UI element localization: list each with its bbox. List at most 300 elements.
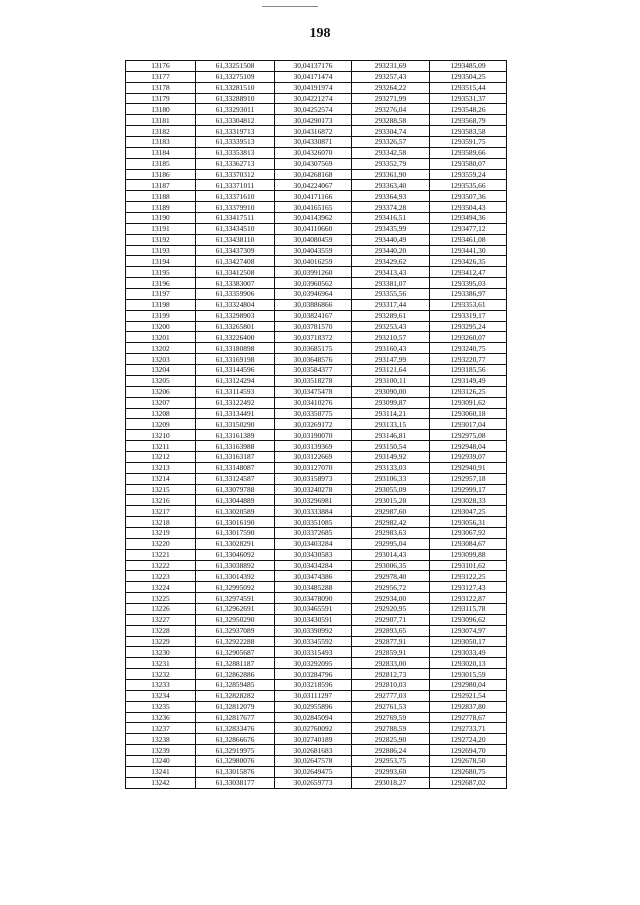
longitude-cell: 30,03518278 [275, 375, 352, 386]
x-coordinate-cell: 292833,00 [352, 658, 430, 669]
table-row [126, 603, 507, 614]
longitude-cell: 30,03269172 [275, 419, 352, 430]
longitude-cell: 30,04268168 [275, 169, 352, 180]
longitude-cell: 30,02681683 [275, 745, 352, 756]
x-coordinate-cell: 293210,57 [352, 332, 430, 343]
point-number-cell: 13206 [126, 386, 196, 397]
y-coordinate-cell: 1293353,61 [430, 299, 507, 310]
point-number-cell: 13242 [126, 777, 196, 788]
point-number-cell: 13205 [126, 375, 196, 386]
latitude-cell: 61,32859485 [196, 679, 275, 690]
point-number-cell: 13223 [126, 571, 196, 582]
table-row [126, 299, 507, 310]
longitude-cell: 30,03685175 [275, 343, 352, 354]
longitude-cell: 30,03218596 [275, 679, 352, 690]
y-coordinate-cell: 1293096,62 [430, 614, 507, 625]
table-row [126, 745, 507, 756]
longitude-cell: 30,03410276 [275, 397, 352, 408]
longitude-cell: 30,04110660 [275, 223, 352, 234]
longitude-cell: 30,03474386 [275, 571, 352, 582]
latitude-cell: 61,32812079 [196, 701, 275, 712]
y-coordinate-cell: 1293535,66 [430, 180, 507, 191]
table-row [126, 777, 507, 788]
y-coordinate-cell: 1293084,67 [430, 538, 507, 549]
x-coordinate-cell: 292788,59 [352, 723, 430, 734]
x-coordinate-cell: 293100,11 [352, 375, 430, 386]
table-row [126, 71, 507, 82]
latitude-cell: 61,33371610 [196, 191, 275, 202]
point-number-cell: 13230 [126, 647, 196, 658]
longitude-cell: 30,03333884 [275, 506, 352, 517]
point-number-cell: 13203 [126, 354, 196, 365]
y-coordinate-cell: 1293395,03 [430, 278, 507, 289]
x-coordinate-cell: 292859,91 [352, 647, 430, 658]
table-row [126, 332, 507, 343]
x-coordinate-cell: 293090,00 [352, 386, 430, 397]
point-number-cell: 13216 [126, 495, 196, 506]
latitude-cell: 61,32974591 [196, 593, 275, 604]
x-coordinate-cell: 293289,61 [352, 310, 430, 321]
longitude-cell: 30,03351085 [275, 517, 352, 528]
table-row [126, 137, 507, 148]
table-row [126, 93, 507, 104]
x-coordinate-cell: 292777,03 [352, 690, 430, 701]
point-number-cell: 13231 [126, 658, 196, 669]
y-coordinate-cell: 1293127,43 [430, 582, 507, 593]
y-coordinate-cell: 1293426,35 [430, 256, 507, 267]
point-number-cell: 13179 [126, 93, 196, 104]
latitude-cell: 61,33124587 [196, 473, 275, 484]
y-coordinate-cell: 1292733,71 [430, 723, 507, 734]
latitude-cell: 61,33371011 [196, 180, 275, 191]
latitude-cell: 61,32995092 [196, 582, 275, 593]
x-coordinate-cell: 293150,54 [352, 441, 430, 452]
latitude-cell: 61,32828282 [196, 690, 275, 701]
latitude-cell: 61,33150290 [196, 419, 275, 430]
point-number-cell: 13219 [126, 527, 196, 538]
point-number-cell: 13192 [126, 234, 196, 245]
table-row [126, 169, 507, 180]
point-number-cell: 13233 [126, 679, 196, 690]
x-coordinate-cell: 293413,43 [352, 267, 430, 278]
y-coordinate-cell: 1292724,20 [430, 734, 507, 745]
latitude-cell: 61,32937089 [196, 625, 275, 636]
x-coordinate-cell: 292956,72 [352, 582, 430, 593]
latitude-cell: 61,32833476 [196, 723, 275, 734]
y-coordinate-cell: 1293260,07 [430, 332, 507, 343]
point-number-cell: 13225 [126, 593, 196, 604]
point-number-cell: 13183 [126, 137, 196, 148]
y-coordinate-cell: 1293115,78 [430, 603, 507, 614]
latitude-cell: 61,33288910 [196, 93, 275, 104]
table-row [126, 582, 507, 593]
latitude-cell: 61,33438110 [196, 234, 275, 245]
longitude-cell: 30,04171166 [275, 191, 352, 202]
coordinate-table [125, 60, 507, 789]
point-number-cell: 13220 [126, 538, 196, 549]
table-row [126, 593, 507, 604]
point-number-cell: 13234 [126, 690, 196, 701]
y-coordinate-cell: 1293149,49 [430, 375, 507, 386]
y-coordinate-cell: 1293015,59 [430, 669, 507, 680]
longitude-cell: 30,04316872 [275, 126, 352, 137]
y-coordinate-cell: 1293020,13 [430, 658, 507, 669]
point-number-cell: 13196 [126, 278, 196, 289]
latitude-cell: 61,33251508 [196, 61, 275, 72]
point-number-cell: 13202 [126, 343, 196, 354]
point-number-cell: 13193 [126, 245, 196, 256]
table-row [126, 766, 507, 777]
x-coordinate-cell: 292825,90 [352, 734, 430, 745]
y-coordinate-cell: 1293548,26 [430, 104, 507, 115]
latitude-cell: 61,33281510 [196, 82, 275, 93]
y-coordinate-cell: 1292694,70 [430, 745, 507, 756]
latitude-cell: 61,32905687 [196, 647, 275, 658]
x-coordinate-cell: 293317,44 [352, 299, 430, 310]
point-number-cell: 13182 [126, 126, 196, 137]
point-number-cell: 13199 [126, 310, 196, 321]
y-coordinate-cell: 1292948,04 [430, 441, 507, 452]
table-row [126, 636, 507, 647]
longitude-cell: 30,02647578 [275, 756, 352, 767]
point-number-cell: 13211 [126, 441, 196, 452]
longitude-cell: 30,03584377 [275, 365, 352, 376]
table-row [126, 158, 507, 169]
point-number-cell: 13212 [126, 451, 196, 462]
longitude-cell: 30,03284796 [275, 669, 352, 680]
y-coordinate-cell: 1293060,18 [430, 408, 507, 419]
y-coordinate-cell: 1293504,25 [430, 71, 507, 82]
longitude-cell: 30,03485288 [275, 582, 352, 593]
x-coordinate-cell: 293146,81 [352, 430, 430, 441]
y-coordinate-cell: 1293017,04 [430, 419, 507, 430]
x-coordinate-cell: 293014,43 [352, 549, 430, 560]
longitude-cell: 30,03127070 [275, 462, 352, 473]
table-row [126, 756, 507, 767]
latitude-cell: 61,32862886 [196, 669, 275, 680]
y-coordinate-cell: 1293461,08 [430, 234, 507, 245]
x-coordinate-cell: 293160,43 [352, 343, 430, 354]
x-coordinate-cell: 293363,40 [352, 180, 430, 191]
longitude-cell: 30,02740189 [275, 734, 352, 745]
table-row [126, 61, 507, 72]
y-coordinate-cell: 1292999,17 [430, 484, 507, 495]
longitude-cell: 30,03122669 [275, 451, 352, 462]
table-row [126, 560, 507, 571]
longitude-cell: 30,04016259 [275, 256, 352, 267]
latitude-cell: 61,33016190 [196, 517, 275, 528]
longitude-cell: 30,03350775 [275, 408, 352, 419]
x-coordinate-cell: 293099,87 [352, 397, 430, 408]
longitude-cell: 30,03781570 [275, 321, 352, 332]
latitude-cell: 61,33134491 [196, 408, 275, 419]
top-rule [262, 6, 318, 7]
table-row [126, 614, 507, 625]
point-number-cell: 13214 [126, 473, 196, 484]
table-row [126, 115, 507, 126]
y-coordinate-cell: 1293099,88 [430, 549, 507, 560]
coordinate-table-body [126, 61, 507, 789]
latitude-cell: 61,33370312 [196, 169, 275, 180]
latitude-cell: 61,33038892 [196, 560, 275, 571]
latitude-cell: 61,33046092 [196, 549, 275, 560]
x-coordinate-cell: 293006,35 [352, 560, 430, 571]
longitude-cell: 30,04224067 [275, 180, 352, 191]
longitude-cell: 30,02955896 [275, 701, 352, 712]
table-row [126, 441, 507, 452]
x-coordinate-cell: 292810,03 [352, 679, 430, 690]
point-number-cell: 13209 [126, 419, 196, 430]
y-coordinate-cell: 1293122,87 [430, 593, 507, 604]
y-coordinate-cell: 1292687,02 [430, 777, 507, 788]
longitude-cell: 30,03430583 [275, 549, 352, 560]
table-row [126, 256, 507, 267]
table-row [126, 310, 507, 321]
longitude-cell: 30,03139369 [275, 441, 352, 452]
y-coordinate-cell: 1293583,58 [430, 126, 507, 137]
y-coordinate-cell: 1293515,44 [430, 82, 507, 93]
point-number-cell: 13198 [126, 299, 196, 310]
latitude-cell: 61,33015876 [196, 766, 275, 777]
x-coordinate-cell: 292920,95 [352, 603, 430, 614]
point-number-cell: 13229 [126, 636, 196, 647]
longitude-cell: 30,02845094 [275, 712, 352, 723]
y-coordinate-cell: 1293220,77 [430, 354, 507, 365]
table-row [126, 267, 507, 278]
x-coordinate-cell: 292769,59 [352, 712, 430, 723]
table-row [126, 451, 507, 462]
x-coordinate-cell: 293352,79 [352, 158, 430, 169]
point-number-cell: 13218 [126, 517, 196, 528]
x-coordinate-cell: 293114,21 [352, 408, 430, 419]
latitude-cell: 61,33265801 [196, 321, 275, 332]
longitude-cell: 30,03886866 [275, 299, 352, 310]
y-coordinate-cell: 1293074,97 [430, 625, 507, 636]
x-coordinate-cell: 293271,99 [352, 93, 430, 104]
longitude-cell: 30,03475478 [275, 386, 352, 397]
y-coordinate-cell: 1293122,25 [430, 571, 507, 582]
point-number-cell: 13195 [126, 267, 196, 278]
latitude-cell: 61,33304812 [196, 115, 275, 126]
table-row [126, 484, 507, 495]
table-row [126, 506, 507, 517]
latitude-cell: 61,33427408 [196, 256, 275, 267]
latitude-cell: 61,33161389 [196, 430, 275, 441]
x-coordinate-cell: 293253,43 [352, 321, 430, 332]
longitude-cell: 30,04171474 [275, 71, 352, 82]
longitude-cell: 30,03824167 [275, 310, 352, 321]
x-coordinate-cell: 292993,60 [352, 766, 430, 777]
point-number-cell: 13232 [126, 669, 196, 680]
point-number-cell: 13238 [126, 734, 196, 745]
table-row [126, 538, 507, 549]
table-row [126, 408, 507, 419]
latitude-cell: 61,33339513 [196, 137, 275, 148]
x-coordinate-cell: 293304,74 [352, 126, 430, 137]
longitude-cell: 30,03403284 [275, 538, 352, 549]
latitude-cell: 61,33163187 [196, 451, 275, 462]
x-coordinate-cell: 292987,60 [352, 506, 430, 517]
table-row [126, 712, 507, 723]
y-coordinate-cell: 1292680,75 [430, 766, 507, 777]
longitude-cell: 30,03296981 [275, 495, 352, 506]
point-number-cell: 13184 [126, 147, 196, 158]
y-coordinate-cell: 1293240,75 [430, 343, 507, 354]
y-coordinate-cell: 1293591,75 [430, 137, 507, 148]
y-coordinate-cell: 1292975,08 [430, 430, 507, 441]
table-row [126, 223, 507, 234]
longitude-cell: 30,04080459 [275, 234, 352, 245]
latitude-cell: 61,32980076 [196, 756, 275, 767]
latitude-cell: 61,33148087 [196, 462, 275, 473]
table-row [126, 679, 507, 690]
y-coordinate-cell: 1293050,17 [430, 636, 507, 647]
y-coordinate-cell: 1293056,31 [430, 517, 507, 528]
latitude-cell: 61,32919975 [196, 745, 275, 756]
x-coordinate-cell: 292934,00 [352, 593, 430, 604]
longitude-cell: 30,04221274 [275, 93, 352, 104]
latitude-cell: 61,33017590 [196, 527, 275, 538]
table-row [126, 104, 507, 115]
table-row [126, 321, 507, 332]
table-row [126, 234, 507, 245]
y-coordinate-cell: 1292957,18 [430, 473, 507, 484]
table-row [126, 571, 507, 582]
point-number-cell: 13236 [126, 712, 196, 723]
x-coordinate-cell: 293264,22 [352, 82, 430, 93]
x-coordinate-cell: 293440,20 [352, 245, 430, 256]
latitude-cell: 61,33412508 [196, 267, 275, 278]
point-number-cell: 13217 [126, 506, 196, 517]
y-coordinate-cell: 1292980,04 [430, 679, 507, 690]
latitude-cell: 61,33383007 [196, 278, 275, 289]
y-coordinate-cell: 1293507,36 [430, 191, 507, 202]
longitude-cell: 30,03158973 [275, 473, 352, 484]
longitude-cell: 30,03946964 [275, 289, 352, 300]
longitude-cell: 30,04252574 [275, 104, 352, 115]
latitude-cell: 61,33169198 [196, 354, 275, 365]
y-coordinate-cell: 1293589,66 [430, 147, 507, 158]
latitude-cell: 61,33437309 [196, 245, 275, 256]
latitude-cell: 61,33226400 [196, 332, 275, 343]
point-number-cell: 13186 [126, 169, 196, 180]
longitude-cell: 30,04043559 [275, 245, 352, 256]
y-coordinate-cell: 1293185,56 [430, 365, 507, 376]
x-coordinate-cell: 293231,69 [352, 61, 430, 72]
point-number-cell: 13207 [126, 397, 196, 408]
longitude-cell: 30,03718372 [275, 332, 352, 343]
y-coordinate-cell: 1293295,24 [430, 321, 507, 332]
x-coordinate-cell: 292886,24 [352, 745, 430, 756]
y-coordinate-cell: 1293441,30 [430, 245, 507, 256]
point-number-cell: 13185 [126, 158, 196, 169]
longitude-cell: 30,03960562 [275, 278, 352, 289]
table-row [126, 701, 507, 712]
y-coordinate-cell: 1292940,91 [430, 462, 507, 473]
point-number-cell: 13213 [126, 462, 196, 473]
x-coordinate-cell: 293440,49 [352, 234, 430, 245]
latitude-cell: 61,33079788 [196, 484, 275, 495]
latitude-cell: 61,32881187 [196, 658, 275, 669]
longitude-cell: 30,04326070 [275, 147, 352, 158]
point-number-cell: 13200 [126, 321, 196, 332]
table-row [126, 191, 507, 202]
latitude-cell: 61,33359906 [196, 289, 275, 300]
y-coordinate-cell: 1293485,09 [430, 61, 507, 72]
x-coordinate-cell: 292978,40 [352, 571, 430, 582]
table-row [126, 82, 507, 93]
longitude-cell: 30,03991260 [275, 267, 352, 278]
longitude-cell: 30,02760092 [275, 723, 352, 734]
point-number-cell: 13224 [126, 582, 196, 593]
y-coordinate-cell: 1293386,97 [430, 289, 507, 300]
point-number-cell: 13191 [126, 223, 196, 234]
point-number-cell: 13221 [126, 549, 196, 560]
x-coordinate-cell: 292953,75 [352, 756, 430, 767]
table-row [126, 495, 507, 506]
x-coordinate-cell: 293381,07 [352, 278, 430, 289]
point-number-cell: 13201 [126, 332, 196, 343]
latitude-cell: 61,33362713 [196, 158, 275, 169]
x-coordinate-cell: 293149,92 [352, 451, 430, 462]
table-row [126, 365, 507, 376]
y-coordinate-cell: 1293033,49 [430, 647, 507, 658]
latitude-cell: 61,33014392 [196, 571, 275, 582]
table-row [126, 723, 507, 734]
y-coordinate-cell: 1293477,12 [430, 223, 507, 234]
y-coordinate-cell: 1293580,07 [430, 158, 507, 169]
y-coordinate-cell: 1292778,67 [430, 712, 507, 723]
y-coordinate-cell: 1293126,25 [430, 386, 507, 397]
latitude-cell: 61,33038177 [196, 777, 275, 788]
table-row [126, 549, 507, 560]
y-coordinate-cell: 1292939,07 [430, 451, 507, 462]
longitude-cell: 30,04307569 [275, 158, 352, 169]
x-coordinate-cell: 292995,04 [352, 538, 430, 549]
y-coordinate-cell: 1293101,62 [430, 560, 507, 571]
x-coordinate-cell: 292812,73 [352, 669, 430, 680]
latitude-cell: 61,33124294 [196, 375, 275, 386]
latitude-cell: 61,33417511 [196, 213, 275, 224]
table-row [126, 734, 507, 745]
longitude-cell: 30,04290173 [275, 115, 352, 126]
latitude-cell: 61,33028291 [196, 538, 275, 549]
y-coordinate-cell: 1293067,92 [430, 527, 507, 538]
table-row [126, 527, 507, 538]
x-coordinate-cell: 293147,99 [352, 354, 430, 365]
x-coordinate-cell: 292761,53 [352, 701, 430, 712]
latitude-cell: 61,33114593 [196, 386, 275, 397]
latitude-cell: 61,33122492 [196, 397, 275, 408]
point-number-cell: 13176 [126, 61, 196, 72]
x-coordinate-cell: 293055,09 [352, 484, 430, 495]
x-coordinate-cell: 293257,43 [352, 71, 430, 82]
point-number-cell: 13197 [126, 289, 196, 300]
table-row [126, 462, 507, 473]
latitude-cell: 61,33180898 [196, 343, 275, 354]
x-coordinate-cell: 292893,65 [352, 625, 430, 636]
table-row [126, 245, 507, 256]
table-row [126, 690, 507, 701]
page-number: 198 [309, 26, 331, 41]
table-row [126, 669, 507, 680]
latitude-cell: 61,33275109 [196, 71, 275, 82]
longitude-cell: 30,04137176 [275, 61, 352, 72]
x-coordinate-cell: 293326,57 [352, 137, 430, 148]
y-coordinate-cell: 1293028,33 [430, 495, 507, 506]
point-number-cell: 13194 [126, 256, 196, 267]
point-number-cell: 13240 [126, 756, 196, 767]
